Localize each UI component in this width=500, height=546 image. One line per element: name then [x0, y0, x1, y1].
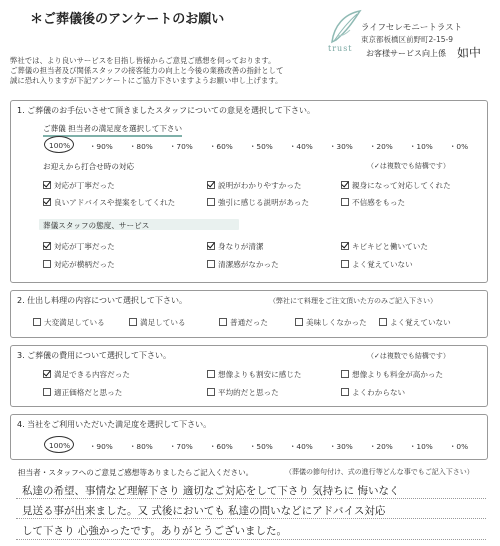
checkbox-mark[interactable] — [341, 242, 349, 250]
subheading-staff-attitude: 葬儀スタッフの態度、サービス — [43, 221, 150, 230]
checkbox-pushy[interactable]: 強引に感じる説明があった — [207, 197, 309, 208]
pct-option[interactable]: ・70% — [169, 442, 193, 451]
checkbox-mark[interactable] — [129, 318, 137, 326]
satisfaction-scale — [49, 141, 479, 152]
pct-option[interactable]: ・50% — [249, 442, 273, 451]
checkbox-mark[interactable] — [341, 198, 349, 206]
overall-satisfaction-scale — [49, 441, 479, 452]
checkbox-mark[interactable] — [43, 388, 51, 396]
subheading-reception: お迎えから打合せ時の対応 — [43, 162, 135, 171]
pct-option[interactable]: ・90% — [89, 142, 113, 151]
catering-note: （弊社にて料理をご注文頂いた方のみご記入下さい） — [269, 297, 437, 305]
checkbox-mark[interactable] — [207, 181, 215, 189]
section-overall — [10, 414, 488, 460]
pct-option[interactable]: ・80% — [129, 142, 153, 151]
checkbox-energetic[interactable]: キビキビと働いていた — [341, 241, 428, 252]
checkbox-mark[interactable] — [43, 260, 51, 268]
checkbox-mark[interactable] — [207, 242, 215, 250]
comment-handwritten-line[interactable]: して下さり 心強かったです。ありがとうございました。 — [22, 525, 287, 537]
checkbox-not-tasty[interactable]: 美味しくなかった — [295, 317, 367, 328]
section-title: 4. 当社をご利用いただいた満足度を選択して下さい。 — [17, 420, 212, 429]
company-name: ライフセレモニートラスト — [361, 23, 463, 33]
checkbox-arrogant[interactable]: 対応が横柄だった — [43, 259, 115, 270]
checkbox-good-advice[interactable]: 良いアドバイスや提案をしてくれた — [43, 197, 175, 208]
checkbox-mark[interactable] — [341, 181, 349, 189]
checkbox-very-satisfied[interactable]: 大変満足している — [33, 317, 105, 328]
section-staff — [10, 100, 488, 283]
checkbox-not-remember[interactable]: よく覚えていない — [379, 317, 451, 328]
checkbox-caring[interactable]: 親身になって対応してくれた — [341, 180, 451, 191]
writing-line — [16, 539, 486, 540]
selected-circle-mark — [44, 136, 74, 153]
comments-heading: 担当者・スタッフへのご意見ご感想等ありましたらご記入ください。 — [18, 468, 254, 477]
checkbox-mark[interactable] — [43, 198, 51, 206]
checkbox-polite[interactable]: 対応が丁寧だった — [43, 180, 115, 191]
pct-option[interactable]: ・30% — [329, 442, 353, 451]
checkbox-mark[interactable] — [379, 318, 387, 326]
checkbox-mark[interactable] — [341, 388, 349, 396]
section-cost — [10, 345, 488, 407]
checkbox-satisfied[interactable]: 満足している — [129, 317, 186, 328]
comment-handwritten-line[interactable]: 見送る事が出来ました。又 式後においても 私達の問いなどにアドバイス対応 — [22, 505, 386, 517]
pct-option[interactable]: ・60% — [209, 142, 233, 151]
checkbox-dont-remember[interactable]: よく覚えていない — [341, 259, 413, 270]
checkbox-more-expensive[interactable]: 想像よりも料金が高かった — [341, 369, 443, 380]
intro-text — [10, 56, 335, 86]
section-catering — [10, 290, 488, 338]
pct-option[interactable]: ・40% — [289, 142, 313, 151]
multi-select-note: （✓は複数でも結構です） — [367, 162, 450, 170]
checkbox-clean-appearance[interactable]: 身なりが清潔 — [207, 241, 264, 252]
pct-option[interactable]: ・80% — [129, 442, 153, 451]
checkbox-mark[interactable] — [207, 388, 215, 396]
pct-option[interactable]: ・60% — [209, 442, 233, 451]
pct-option[interactable]: 100% — [49, 141, 89, 152]
checkbox-mark[interactable] — [207, 260, 215, 268]
checkbox-mark[interactable] — [295, 318, 303, 326]
checkbox-mark[interactable] — [43, 370, 51, 378]
checkbox-fair-price[interactable]: 適正価格だと思った — [43, 387, 122, 398]
pct-option[interactable]: ・40% — [289, 442, 313, 451]
checkbox-average-price[interactable]: 平均的だと思った — [207, 387, 279, 398]
checkbox-clear-explanation[interactable]: 説明がわかりやすかった — [207, 180, 302, 191]
checkbox-mark[interactable] — [341, 260, 349, 268]
selected-circle-mark — [44, 436, 74, 453]
section-title: 2. 仕出し料理の内容について選択して下さい。 — [17, 296, 188, 305]
intro-line: ご葬儀の担当者及び関係スタッフの接客能力の向上と今後の業務改善の指針として — [10, 66, 284, 75]
checkbox-mark[interactable] — [219, 318, 227, 326]
comment-handwritten-line[interactable]: 私達の希望、事情など理解下さり 適切なご対応をして下さり 気持ちに 悔いなく — [22, 485, 400, 497]
pct-option[interactable]: ・10% — [409, 142, 433, 151]
pct-option[interactable]: ・70% — [169, 142, 193, 151]
checkbox-unsure[interactable]: よくわからない — [341, 387, 405, 398]
pct-option[interactable]: ・30% — [329, 142, 353, 151]
writing-line — [16, 498, 486, 499]
checkbox-mark[interactable] — [341, 370, 349, 378]
pct-option[interactable]: ・90% — [89, 442, 113, 451]
section-title: 3. ご葬儀の費用について選択して下さい。 — [17, 351, 172, 360]
page-title: ＊ご葬儀後のアンケートのお願い — [30, 12, 225, 27]
checkbox-cheaper[interactable]: 想像よりも割安に感じた — [207, 369, 302, 380]
checkbox-mark[interactable] — [207, 198, 215, 206]
checkbox-mark[interactable] — [33, 318, 41, 326]
pct-option[interactable]: ・50% — [249, 142, 273, 151]
pct-option[interactable]: ・10% — [409, 442, 433, 451]
company-department: お客様サービス向上係 — [366, 49, 446, 58]
section-title: 1. ご葬儀のお手伝いさせて頂きましたスタッフについての意見を選択して下さい。 — [17, 106, 316, 115]
comments-note: （葬儀の節句付け、式の進行等どんな事でもご記入下さい） — [285, 468, 474, 476]
writing-line — [16, 518, 486, 519]
checkbox-satisfactory[interactable]: 満足できる内容だった — [43, 369, 130, 380]
logo-text: trust — [328, 44, 353, 53]
pct-option[interactable]: 100% — [49, 441, 89, 452]
pct-option[interactable]: ・20% — [369, 142, 393, 151]
pct-option[interactable]: ・0% — [449, 442, 469, 451]
intro-line: 弊社では、より良いサービスを目指し皆様からご意見ご感想を伺っております。 — [10, 56, 276, 65]
leaf-logo-icon — [324, 6, 366, 48]
pct-option[interactable]: ・0% — [449, 142, 469, 151]
pct-option[interactable]: ・20% — [369, 442, 393, 451]
checkbox-mark[interactable] — [207, 370, 215, 378]
company-address: 東京都板橋区前野町2-15-9 — [361, 35, 453, 44]
subheading-satisfaction: ご葬儀 担当者の満足度を選択して下さい — [43, 123, 182, 137]
checkbox-distrust[interactable]: 不信感をもった — [341, 197, 405, 208]
handwritten-signature: 如中 — [456, 45, 482, 61]
checkbox-staff-polite[interactable]: 対応が丁寧だった — [43, 241, 115, 252]
checkbox-mark[interactable] — [43, 242, 51, 250]
intro-line: 誠に恐れ入りますが下記アンケートにご協力下さいますようお願い申し上げます。 — [10, 76, 283, 85]
checkbox-mark[interactable] — [43, 181, 51, 189]
checkbox-unclean[interactable]: 清潔感がなかった — [207, 259, 279, 270]
multi-select-note: （✓は複数でも結構です） — [367, 352, 450, 360]
checkbox-average[interactable]: 普通だった — [219, 317, 268, 328]
